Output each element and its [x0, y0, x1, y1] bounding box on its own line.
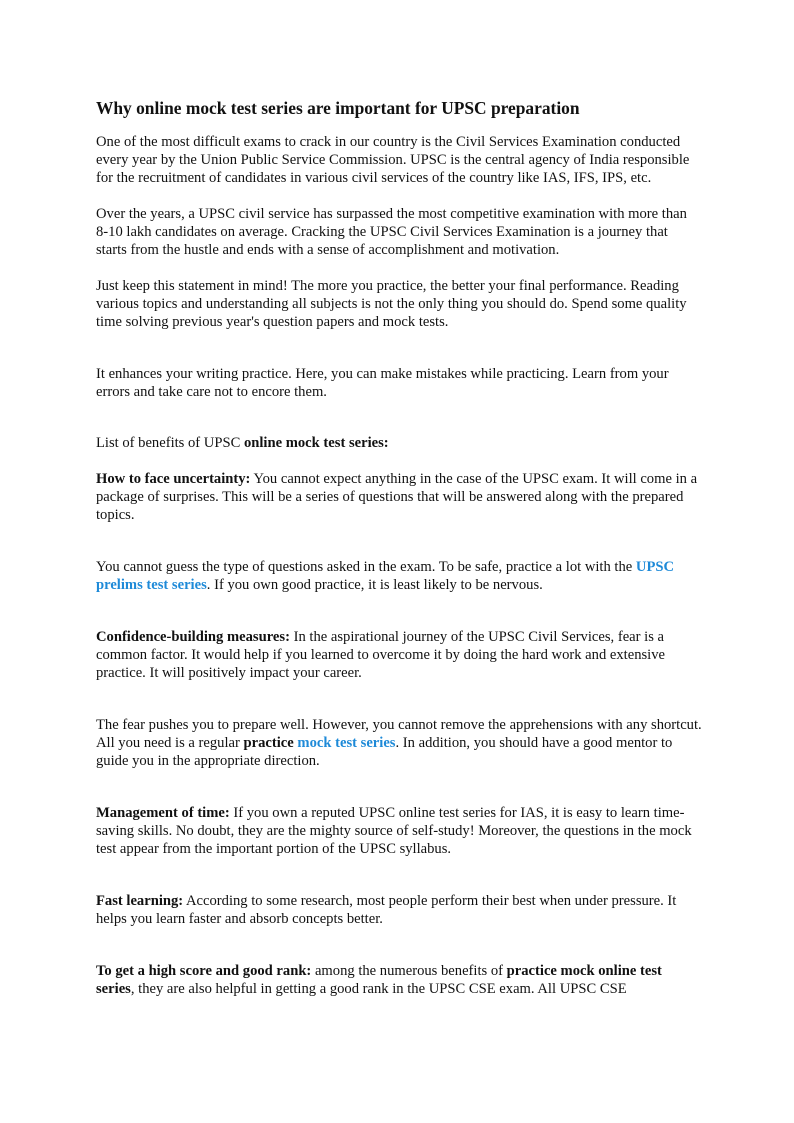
- confidence-heading: Confidence-building measures:: [96, 629, 290, 645]
- fear-prefix: The fear pushes you to prepare well. However, you cannot remove the apprehensions with any shortcut. All you need is a regular: [96, 717, 702, 751]
- mock-test-series-link[interactable]: mock test series: [297, 735, 396, 751]
- guess-paragraph: [96, 558, 702, 594]
- uncertainty-heading: How to face uncertainty:: [96, 471, 251, 487]
- guess-prefix: You cannot guess the type of questions asked in the exam. To be safe, practice a lot with the: [96, 559, 636, 575]
- benefits-list-intro: [96, 434, 702, 452]
- uncertainty-paragraph: [96, 470, 702, 524]
- fast-learning-heading: Fast learning:: [96, 893, 184, 909]
- rank-text: among the numerous benefits of: [311, 963, 507, 979]
- rank-heading: To get a high score and good rank:: [96, 963, 312, 979]
- time-paragraph: [96, 804, 702, 858]
- benefits-list-intro-prefix: List of benefits of UPSC: [96, 435, 244, 451]
- rank-bold: practice mock online test series: [96, 963, 662, 997]
- guess-suffix: . If you own good practice, it is least likely to be nervous.: [206, 577, 543, 593]
- confidence-text: In the aspirational journey of the UPSC Civil Services, fear is a common factor. It would help if you learned to overcome it by doing the hard work and extensive practice. It will positively impact your career.: [96, 629, 665, 681]
- fear-paragraph: [96, 716, 702, 770]
- fast-learning-text: According to some research, most people perform their best when under pressure. It helps you learn faster and absorb concepts better.: [96, 893, 677, 927]
- intro-paragraph-2: [96, 205, 702, 259]
- rank-suffix: , they are also helpful in getting a good rank in the UPSC CSE exam. All UPSC CSE: [130, 981, 627, 997]
- uncertainty-text: You cannot expect anything in the case of the UPSC exam. It will come in a package of surprises. This will be a series of questions that will be answered along with the prepared topics.: [96, 471, 698, 523]
- intro-paragraph-4-text: It enhances your writing practice. Here, you can make mistakes while practicing. Learn from your errors and take care not to encore them.: [96, 366, 669, 400]
- time-heading: Management of time:: [96, 805, 230, 821]
- intro-paragraph-1: [96, 133, 702, 187]
- rank-paragraph: [96, 962, 702, 998]
- intro-paragraph-3-text: Just keep this statement in mind! The more you practice, the better your final performance. Reading various topics and understanding all subjects is not the only thing you should do. Spend some quality time solving previous year's question papers and mock tests.: [96, 278, 687, 330]
- intro-paragraph-4: [96, 365, 702, 401]
- fear-bold: practice: [243, 735, 294, 751]
- confidence-paragraph: [96, 628, 702, 682]
- fear-suffix: . In addition, you should have a good mentor to guide you in the appropriate direction.: [96, 735, 673, 769]
- document-content: [96, 97, 702, 998]
- time-text: If you own a reputed UPSC online test series for IAS, it is easy to learn time-saving skills. No doubt, they are the mighty source of self-study! Moreover, the questions in the mock test appear from the important portion of the UPSC syllabus.: [96, 805, 692, 857]
- benefits-list-intro-bold: online mock test series:: [243, 435, 389, 451]
- intro-paragraph-2-text: Over the years, a UPSC civil service has surpassed the most competitive examination with more than 8-10 lakh candidates on average. Cracking the UPSC Civil Services Examination is a journey that starts from the hustle and ends with a sense of accomplishment and motivation.: [96, 206, 687, 258]
- intro-paragraph-1-text: One of the most difficult exams to crack in our country is the Civil Services Examination conducted every year by the Union Public Service Commission. UPSC is the central agency of India responsible for the recruitment of candidates in various civil services of the country like IAS, IFS, IPS, etc.: [96, 134, 690, 186]
- document-title: Why online mock test series are important for UPSC preparation: [96, 98, 580, 118]
- upsc-prelims-test-series-link[interactable]: UPSC prelims test series: [96, 559, 675, 593]
- intro-paragraph-3: [96, 277, 702, 331]
- fast-learning-paragraph: [96, 892, 702, 928]
